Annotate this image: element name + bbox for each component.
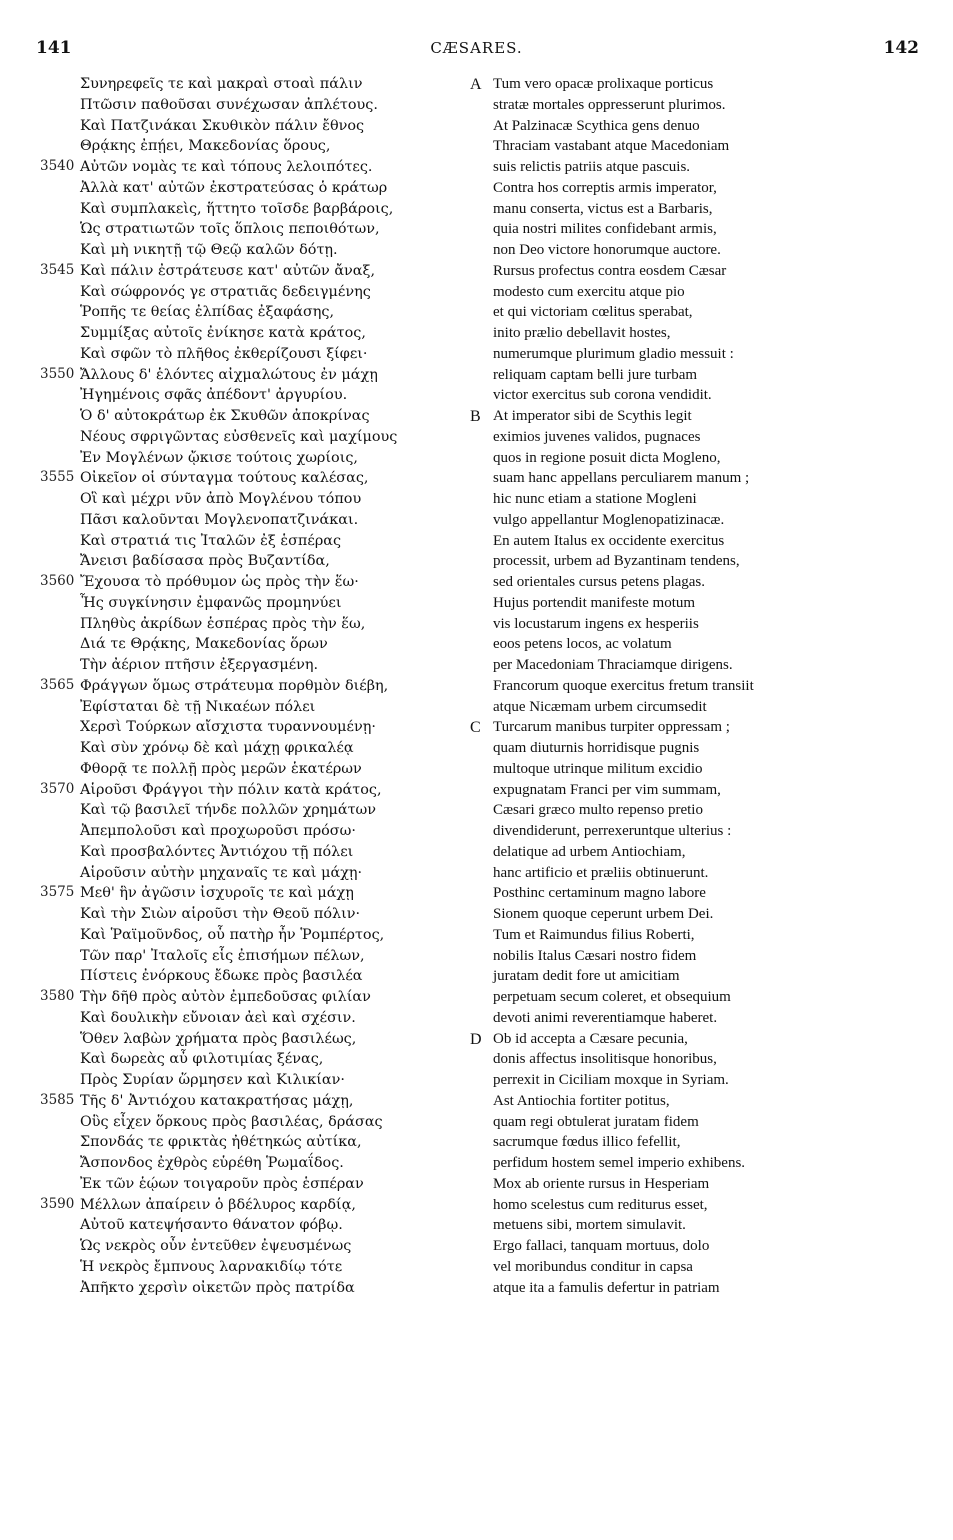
latin-translation-line: hanc artificio et præliis obtinuerunt. [493,864,709,881]
latin-translation-line: Mox ab oriente rursus in Hesperiam [493,1175,710,1192]
verse-number: 3590 [40,1195,75,1212]
section-marker: A [470,76,482,93]
latin-translation-line: suam hanc appellans perculiarem manum ; [493,470,750,487]
verse-number: 3560 [40,573,75,589]
latin-translation-line: At Palzinacæ Scythica gens denuo [493,117,700,134]
greek-verse-line: Καὶ συμπλακεὶς, ἥττητο τοῖσδε βαρβάροις, [80,200,394,217]
greek-verse-line: Ὡς νεκρὸς οὖν ἐντεῦθεν ἐψευσμένως [80,1238,352,1254]
greek-verse-line: Ἄλλους δ' ἑλόντες αἰχμαλώτους ἐν μάχῃ [80,366,378,383]
greek-verse-line: Πτῶσιν παθοῦσαι συνέχωσαν ἀπλέτους. [80,96,378,113]
verse-number: 3550 [40,365,75,382]
latin-translation-line: En autem Italus ex occidente exercitus [493,532,725,549]
greek-verse-line: Ῥοπῆς τε θείας ἐλπίδας ἐξαφάσης, [80,304,335,321]
latin-translation-line: suis relictis patriis atque pascuis. [493,159,691,175]
latin-translation-line: Thraciam vastabant atque Macedoniam [493,138,730,155]
greek-verse-line: Καὶ μὴ νικητῇ τῷ Θεῷ καλῶν δότῃ. [80,242,338,258]
greek-verse-line: Οἰκεῖον οἱ σύνταγμα τούτους καλέσας, [80,470,369,487]
latin-translation-line: Tum et Raimundus filius Roberti, [493,926,695,943]
latin-translation-line: perfidum hostem semel imperio exhibens. [493,1155,746,1171]
latin-translation-line: nobilis Italus Cæsari nostro fidem [493,947,697,964]
verse-number: 3565 [40,676,75,693]
page-number-left: 141 [36,38,72,58]
page-number-right: 142 [883,38,919,58]
latin-translation-line: inito prælio debellavit hostes, [493,325,671,341]
latin-translation-line: quia nostri milites confidebant armis, [493,221,717,238]
latin-translation-line: vel moribundus conditur in capsa [493,1258,693,1275]
greek-verse-line: Καὶ Πατζινάκαι Σκυθικὸν πάλιν ἔθνος [80,117,365,134]
latin-translation-line: atque Nicæmam urbem circumsedit [493,698,707,715]
latin-translation-line: devoti animi reverentiamque haberet. [493,1009,718,1026]
greek-verse-line: Χερσὶ Τούρκων αἴσχιστα τυραννουμένῃ· [80,719,376,736]
greek-verse-line: Καὶ τὴν Σιὼν αἱροῦσι τὴν Θεοῦ πόλιν· [80,906,361,922]
greek-verse-line: Ἠγημένοις σφᾶς ἀπέδοντ' ἀργυρίου. [80,387,348,404]
verse-number: 3540 [40,158,75,174]
latin-translation-line: quam diuturnis horridisque pugnis [493,740,700,756]
verse-number: 3570 [40,780,75,797]
latin-translation-line: quos in regione posuit dicta Mogleno, [493,449,721,466]
greek-verse-line: Οἳ καὶ μέχρι νῦν ἀπὸ Μογλένου τόπου [80,491,362,507]
greek-verse-line: Καὶ δουλικὴν εὔνοιαν ἀεὶ καὶ σχέσιν. [80,1009,356,1026]
section-marker: B [470,408,481,425]
greek-verse-line: Ἐφίσταται δὲ τῇ Νικαέων πόλει [80,698,316,715]
latin-translation-line: At imperator sibi de Scythis legit [493,408,692,424]
greek-verse-line: Καὶ σφῶν τὸ πλῆθος ἐκθερίζουσι ξίφει· [80,345,368,362]
latin-translation-line: Cæsari græco multo repenso pretio [493,802,703,819]
latin-translation-line: hic nunc etiam a statione Mogleni [493,491,697,507]
latin-translation-line: numerumque plurimum gladio messuit : [493,345,734,362]
verse-number: 3545 [40,261,75,278]
verse-number: 3555 [40,469,75,486]
latin-translation-line: atque ita a famulis defertur in patriam [493,1279,720,1296]
greek-text-column [80,74,460,1298]
latin-translation-line: processit, urbem ad Byzantinam tendens, [493,553,740,570]
greek-verse-line: Ἐν Μογλένων ᾤκισε τούτοις χωρίοις, [80,449,358,466]
latin-translation-line: quam regi obtulerat juratam fidem [493,1113,699,1130]
verse-number: 3575 [40,884,75,901]
greek-verse-line: Τὴν δῆθ πρὸς αὐτὸν ἐμπεδοῦσας φιλίαν [80,989,371,1005]
latin-translation-line: multoque utrinque militum excidio [493,760,703,777]
greek-verse-line: Πρὸς Συρίαν ὥρμησεν καὶ Κιλικίαν· [80,1072,345,1088]
latin-translation-line: eoos petens locos, ac volatum [493,636,672,653]
latin-translation-line: Rursus profectus contra eosdem Cæsar [493,262,727,279]
latin-translation-line: sed orientales cursus petens plagas. [493,574,706,590]
latin-translation-line: Sionem quoque ceperunt urbem Dei. [493,906,714,922]
latin-translation-line: perpetuam secum coleret, et obsequium [493,989,731,1005]
greek-verse-line: Ἀπεμπολοῦσι καὶ προχωροῦσι πρόσω· [80,823,356,839]
greek-verse-line: Αὐτῶν νομὰς τε καὶ τόπους λελοιπότες. [80,159,373,175]
latin-text-column [493,74,913,1298]
latin-translation-line: Tum vero opacæ prolixaque porticus [493,76,714,92]
latin-translation-line: vis locustarum ingens ex hesperiis [493,615,699,632]
greek-verse-line: Φθορᾷ τε πολλῇ πρὸς μερῶν ἑκατέρων [80,760,362,777]
greek-verse-line: Συνηρεφεῖς τε καὶ μακραὶ στοαὶ πάλιν [80,76,363,92]
greek-verse-line: Ἐκ τῶν ἑῴων τοιγαροῦν πρὸς ἑσπέραν [80,1175,364,1192]
greek-verse-line: Καὶ τῷ βασιλεῖ τήνδε πολλῶν χρημάτων [80,802,377,819]
greek-verse-line: Καὶ Ῥαϊμοῦνδος, οὗ πατὴρ ἦν Ῥομπέρτος, [80,926,385,943]
greek-verse-line: Καὶ πάλιν ἐστράτευσε κατ' αὐτῶν ἄναξ, [80,262,376,279]
latin-translation-line: Francorum quoque exercitus fretum transiit [493,677,754,694]
latin-translation-line: expugnatam Franci per vim summam, [493,781,721,798]
latin-translation-line: sacrumque fœdus illico fefellit, [493,1134,681,1151]
latin-translation-line: et qui victoriam cœlitus sperabat, [493,304,693,321]
latin-translation-line: donis affectus insolitisque honoribus, [493,1051,717,1068]
latin-translation-line: manu conserta, victus est a Barbaris, [493,200,713,217]
greek-verse-line: Σπονδάς τε φρικτὰς ἠθέτηκώς αὐτίκα, [80,1134,362,1151]
running-title: CÆSARES. [430,39,523,57]
latin-translation-line: non Deo victore honorumque auctore. [493,242,721,258]
greek-verse-line: Οὓς εἶχεν ὅρκους πρὸς βασιλέας, δράσας [80,1113,383,1130]
latin-translation-line: Contra hos correptis armis imperator, [493,179,717,196]
latin-translation-line: Posthinc certaminum magno labore [493,885,706,902]
greek-verse-line: Καὶ σὺν χρόνῳ δὲ καὶ μάχῃ φρικαλέᾳ [80,740,354,756]
greek-verse-line: Αἱροῦσιν αὐτὴν μηχαναῖς τε καὶ μάχῃ· [80,864,363,881]
verse-number: 3580 [40,988,75,1004]
latin-translation-line: Hujus portendit manifeste motum [493,594,696,611]
latin-translation-line: homo scelestus cum rediturus esset, [493,1196,708,1213]
greek-verse-line: Πίστεις ἐνόρκους ἔδωκε πρὸς βασιλέα [80,968,363,985]
latin-translation-line: stratæ mortales oppresserunt plurimos. [493,96,726,113]
latin-translation-line: juratam dedit fore ut amicitiam [493,968,680,985]
greek-verse-line: Τῆς δ' Ἀντιόχου κατακρατήσας μάχῃ, [80,1092,354,1109]
latin-translation-line: metuens sibi, mortem simulavit. [493,1217,686,1234]
latin-translation-line: vulgo appellantur Moglenopatizinacæ. [493,511,725,528]
latin-translation-line: perrexit in Ciciliam moxque in Syriam. [493,1072,729,1088]
latin-translation-line: Turcarum manibus turpiter oppressam ; [493,719,730,736]
greek-verse-line: Αὐτοῦ κατεψήσαντο θάνατον φόβῳ. [80,1217,343,1234]
greek-verse-line: Ἡ νεκρὸς ἔμπνους λαρνακιδίῳ τότε [80,1258,343,1275]
latin-translation-line: Ergo fallaci, tanquam mortuus, dolo [493,1238,710,1254]
greek-verse-line: Ἧς συγκίνησιν ἐμφανῶς προμηνύει [80,594,342,611]
greek-verse-line: Φράγγων ὅμως στράτευμα πορθμὸν διέβη, [80,677,389,694]
greek-verse-line: Ἀλλὰ κατ' αὐτῶν ἐκστρατεύσας ὁ κράτωρ [80,179,388,196]
greek-verse-line: Πληθὺς ἀκρίδων ἑσπέρας πρὸς τὴν ἕω, [80,615,366,632]
greek-verse-line: Ἄνεισι βαδίσασα πρὸς Βυζαντίδα, [80,553,330,570]
greek-verse-line: Τὴν ἀέριον πτῆσιν ἐξεργασμένη. [80,657,319,673]
latin-translation-line: divendiderunt, perrexeruntque ulterius : [493,823,732,839]
latin-translation-line: modesto cum exercitu atque pio [493,283,685,300]
greek-verse-line: Τῶν παρ' Ἰταλοῖς εἷς ἐπισήμων πέλων, [80,947,365,964]
page-header [0,38,953,62]
greek-verse-line: Μέλλων ἀπαίρειν ὁ βδέλυρος καρδίᾳ, [80,1196,356,1213]
latin-translation-line: Ob id accepta a Cæsare pecunia, [493,1030,688,1047]
latin-translation-line: eximios juvenes validos, pugnaces [493,428,701,445]
latin-translation-line: per Macedoniam Thraciamque dirigens. [493,657,733,673]
section-marker: D [470,1030,482,1048]
greek-verse-line: Μεθ' ἣν ἀγῶσιν ἰσχυροῖς τε καὶ μάχῃ [80,885,354,902]
greek-verse-line: Καὶ δωρεὰς αὖ φιλοτιμίας ξένας, [80,1051,324,1068]
greek-verse-line: Αἱροῦσι Φράγγοι τὴν πόλιν κατὰ κράτος, [80,781,382,798]
section-marker: C [470,719,481,737]
greek-verse-line: Ὅθεν λαβὼν χρήματα πρὸς βασιλέως, [80,1030,357,1047]
greek-verse-line: Θρᾴκης ἐπῄει, Μακεδονίας ὅρους, [80,138,331,155]
greek-verse-line: Ἀπῆκτο χερσὶν οἰκετῶν πρὸς πατρίδα [80,1279,355,1296]
greek-verse-line: Συμμίξας αὐτοῖς ἐνίκησε κατὰ κράτος, [80,325,366,341]
latin-translation-line: Ast Antiochia fortiter potitus, [493,1092,670,1109]
greek-verse-line: Διά τε Θρᾴκης, Μακεδονίας ὅρων [80,636,328,653]
greek-verse-line: Νέους σφριγῶντας εὐσθενεῖς καὶ μαχίμους [80,428,398,445]
verse-number: 3585 [40,1091,75,1108]
greek-verse-line: Ἄσπονδος ἐχθρὸς εὑρέθη Ῥωμαΐδος. [80,1155,344,1171]
latin-translation-line: reliquam captam belli jure turbam [493,366,698,383]
greek-verse-line: Καὶ σώφρονός γε στρατιᾶς δεδειγμένης [80,283,371,300]
greek-verse-line: Ἔχουσα τὸ πρόθυμον ὡς πρὸς τὴν ἕω· [80,574,359,590]
latin-translation-line: victor exercitus sub corona vendidit. [493,387,712,404]
greek-verse-line: Καὶ στρατιά τις Ἰταλῶν ἐξ ἑσπέρας [80,532,342,549]
latin-translation-line: delatique ad urbem Antiochiam, [493,843,686,860]
greek-verse-line: Πᾶσι καλοῦνται Μογλενοπατζινάκαι. [80,511,359,528]
greek-verse-line: Ὡς στρατιωτῶν τοῖς ὅπλοις πεποιθότων, [80,221,380,238]
greek-verse-line: Ὁ δ' αὐτοκράτωρ ἐκ Σκυθῶν ἀποκρίνας [80,408,370,424]
greek-verse-line: Καὶ προσβαλόντες Ἀντιόχου τῇ πόλει [80,843,354,860]
